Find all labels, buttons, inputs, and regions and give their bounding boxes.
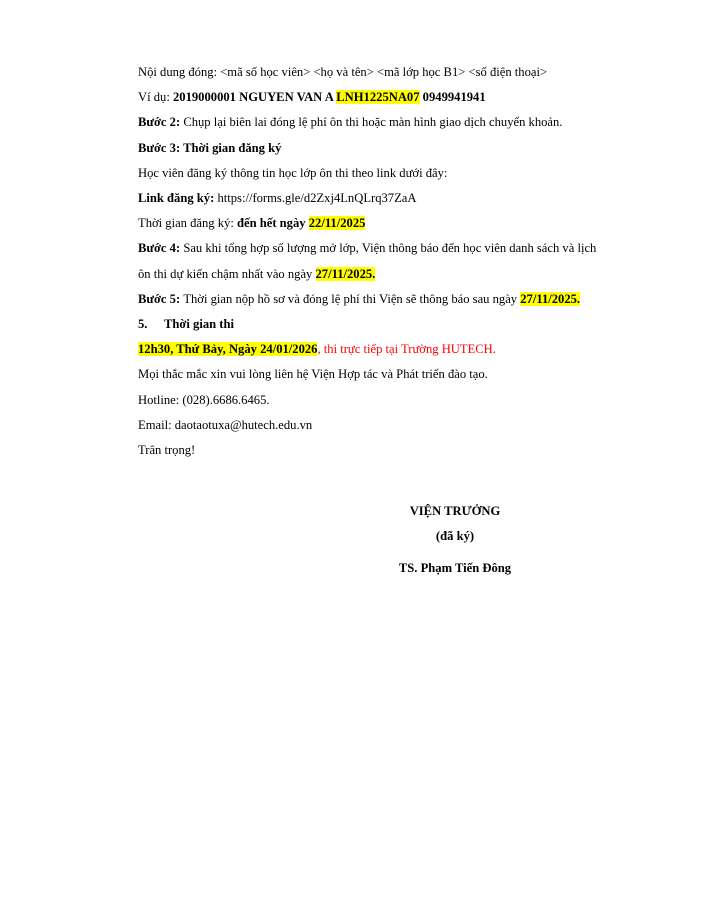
signature-title: VIỆN TRƯỞNG: [409, 504, 501, 519]
registration-link-url[interactable]: https://forms.gle/d2Zxj4LnQLrq37ZaA: [217, 191, 417, 206]
contact-note-text: Mọi thắc mắc xin vui lòng liên hệ Viện Hợp tác và Phát triển đào tạo.: [138, 367, 488, 382]
section-5-heading: [138, 312, 595, 337]
line-email: [138, 413, 595, 438]
example-class-code: LNH1225NA07: [336, 90, 420, 105]
line-contact-note: [138, 362, 595, 387]
step-5-text: Thời gian nộp hồ sơ và đóng lệ phí thi Viện sẽ thông báo sau ngày: [183, 291, 521, 306]
step-4-cont-text: ôn thi dự kiến chậm nhất vào ngày: [138, 266, 316, 281]
registration-link-label: Link đăng ký:: [138, 191, 218, 206]
step-2-label: Bước 2:: [138, 115, 184, 130]
regards-text: Trân trọng!: [138, 443, 196, 458]
step-5-date: 27/11/2025.: [520, 291, 581, 306]
step-4-date: 27/11/2025.: [315, 266, 376, 281]
line-step-3-title: [138, 136, 595, 161]
example-student-info: 2019000001 NGUYEN VAN A: [172, 90, 337, 105]
step-4-label: Bước 4:: [138, 241, 184, 256]
email-text: Email: daotaotuxa@hutech.edu.vn: [138, 417, 313, 432]
line-step-2: [138, 110, 595, 135]
line-hotline: [138, 388, 595, 413]
line-content-format: [138, 60, 595, 85]
line-registration-deadline: [138, 211, 595, 236]
step-4-text: Sau khi tổng hợp số lượng mở lớp, Viện thông báo đến học viên danh sách và lịch: [183, 241, 597, 256]
step-3-desc-text: Học viên đăng ký thông tin học lớp ôn thi theo link dưới đây:: [138, 165, 448, 180]
step-5-label: Bước 5:: [138, 291, 184, 306]
registration-deadline-date: 22/11/2025: [308, 216, 366, 231]
line-example: [138, 85, 595, 110]
example-phone: 0949941941: [419, 90, 486, 105]
signature-name: TS. Phạm Tiến Đông: [398, 560, 512, 575]
line-regards: [138, 438, 595, 463]
example-label: Ví dụ:: [138, 90, 173, 105]
section-5-number: 5.: [138, 317, 148, 332]
step-2-text: Chụp lại biên lai đóng lệ phí ôn thi hoặc màn hình giao dịch chuyển khoản.: [183, 115, 563, 130]
line-step-4: [138, 236, 595, 261]
hotline-text: Hotline: (028).6686.6465.: [138, 392, 270, 407]
content-format-text: Nội dung đóng: <mã số học viên> <họ và tên> <mã lớp học B1> <số điện thoại>: [138, 65, 548, 79]
document-body: [138, 60, 595, 463]
exam-time-date: 12h30, Thứ Bảy, Ngày 24/01/2026: [138, 342, 318, 357]
signature-signed-note: (đã ký): [435, 529, 475, 544]
registration-deadline-prefix: đến hết ngày: [237, 216, 309, 231]
line-registration-link: [138, 186, 595, 211]
registration-deadline-label: Thời gian đăng ký:: [138, 216, 237, 231]
line-exam-time: [138, 337, 595, 362]
line-step-3-desc: [138, 161, 595, 186]
signature-block: [325, 499, 585, 581]
section-5-title: Thời gian thi: [164, 317, 234, 332]
step-3-title-text: Bước 3: Thời gian đăng ký: [138, 140, 282, 155]
line-step-4-cont: [138, 262, 595, 287]
line-step-5: [138, 287, 595, 312]
exam-time-location: , thi trực tiếp tại Trường HUTECH.: [317, 342, 496, 357]
